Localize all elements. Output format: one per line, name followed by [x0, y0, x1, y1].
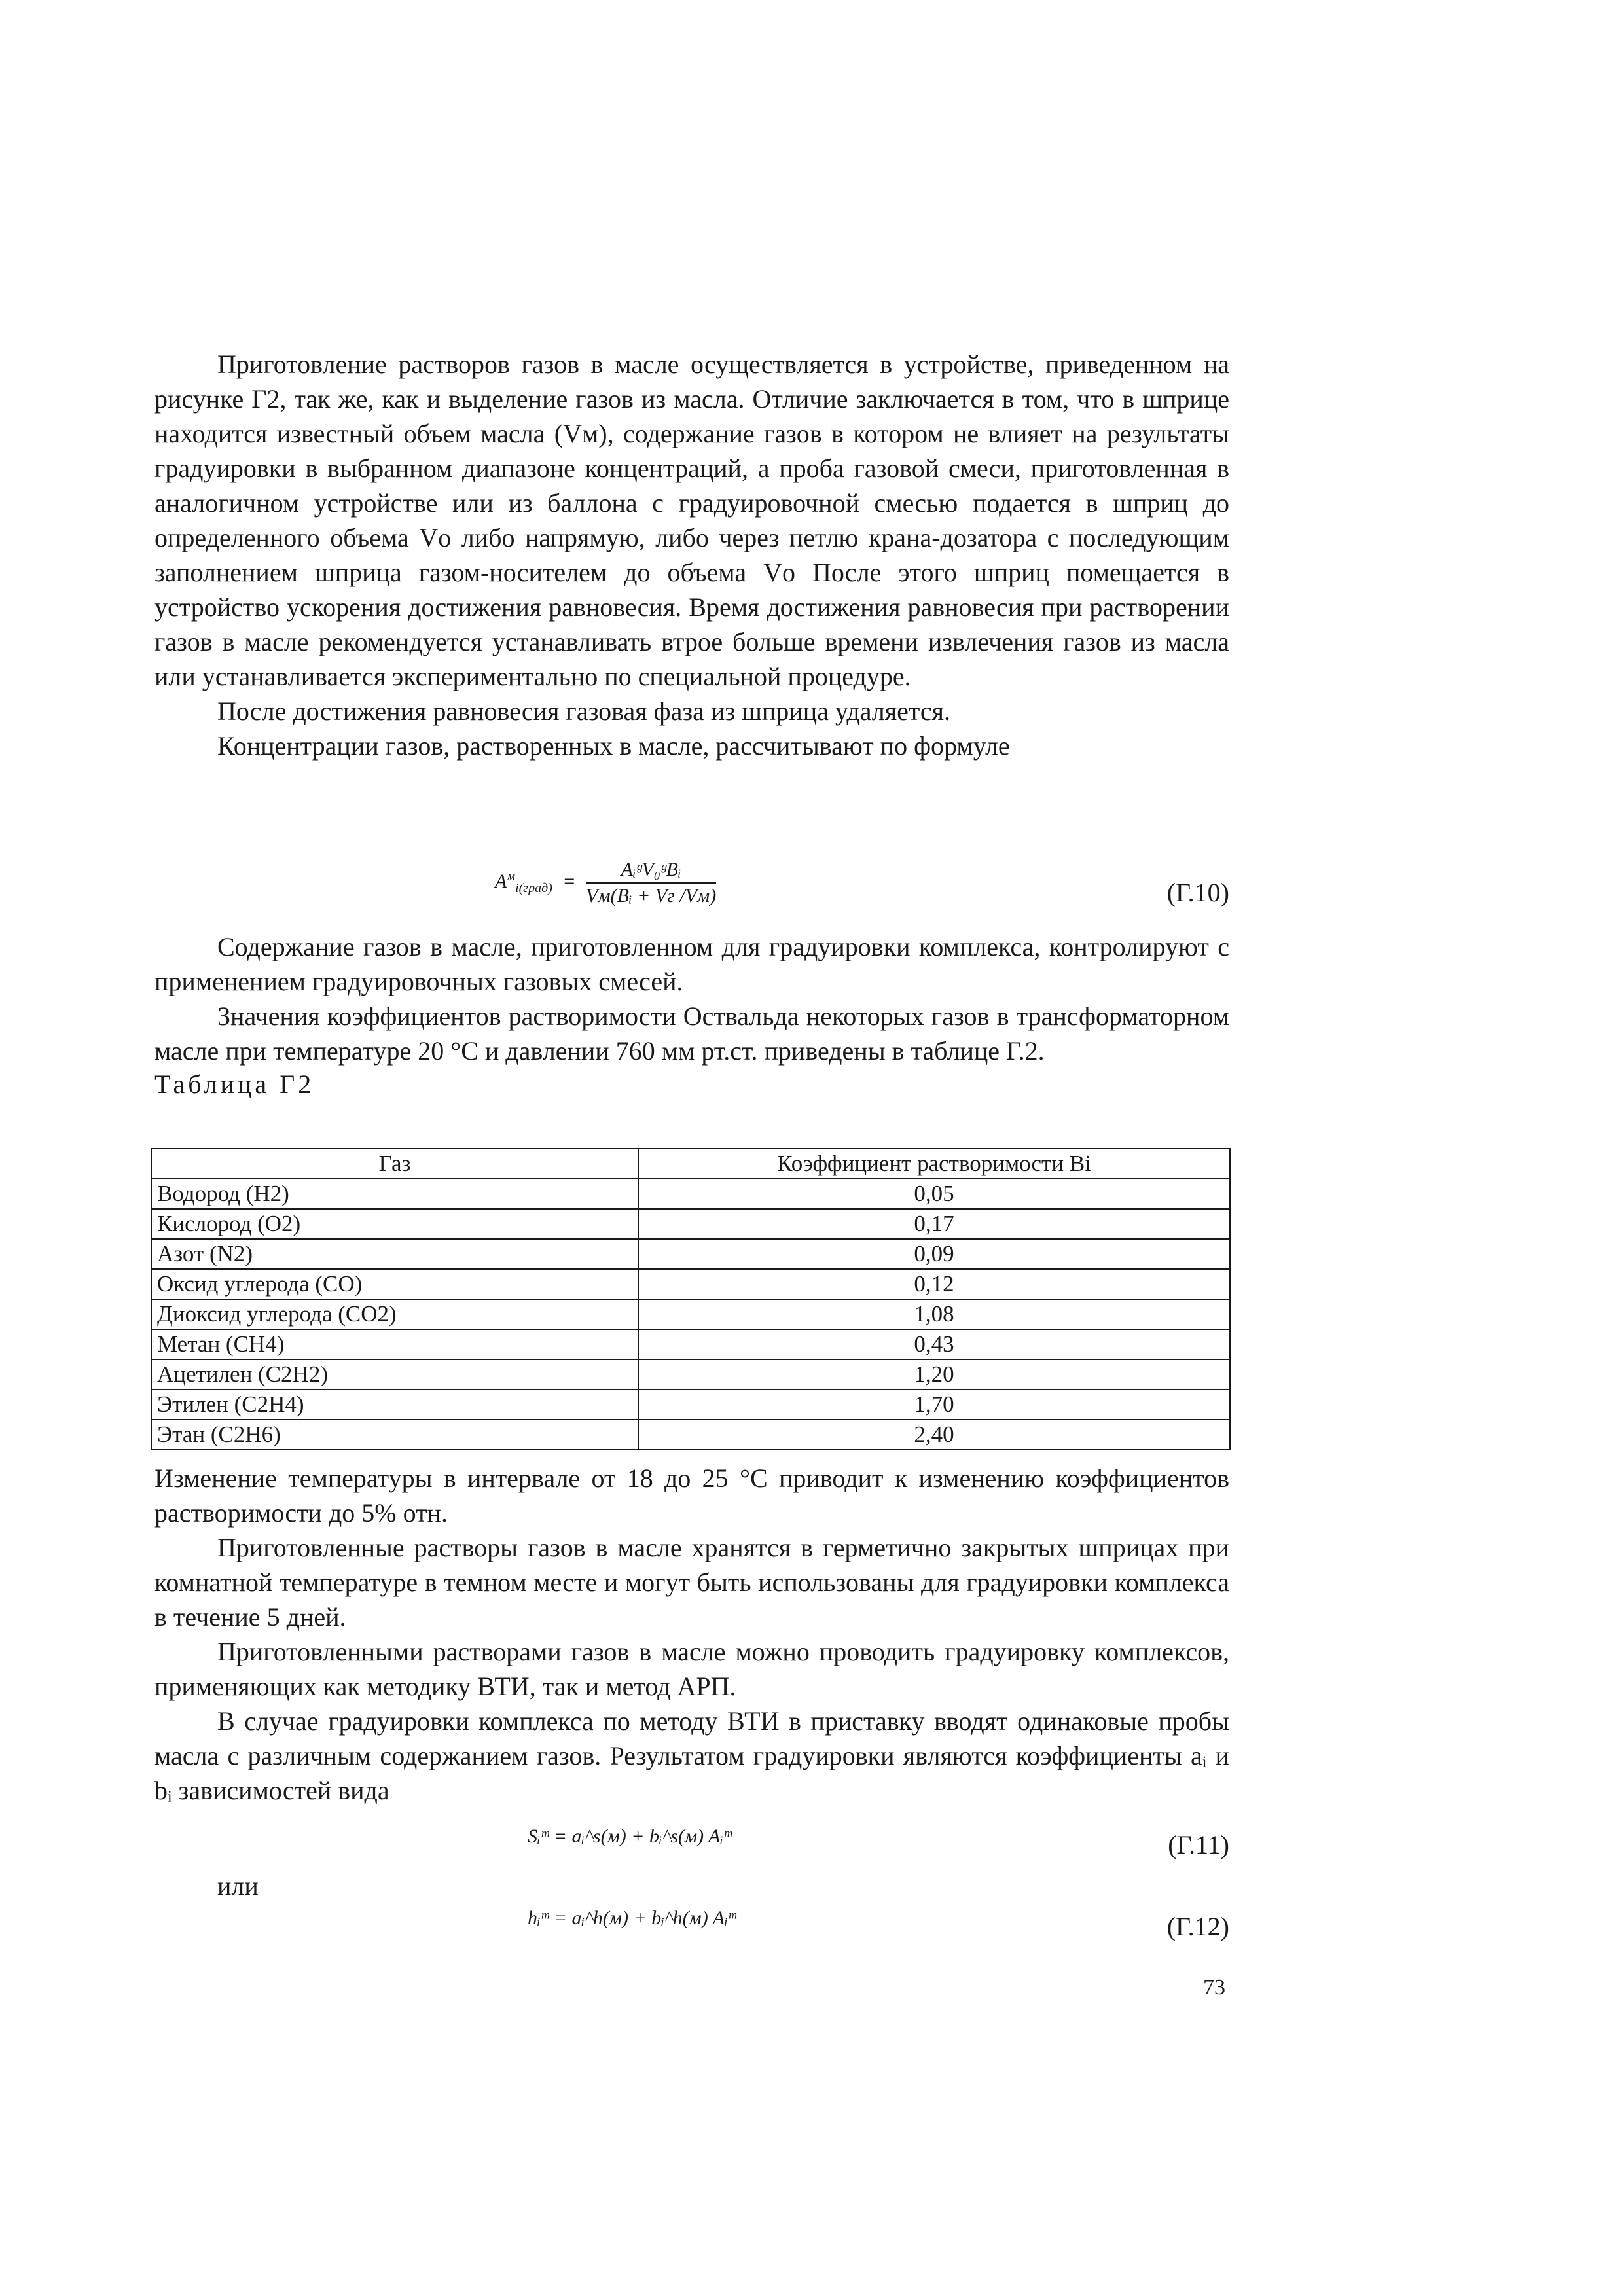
table-row [151, 1299, 1230, 1329]
equation-number-g11: (Г.11) [1168, 1830, 1229, 1859]
paragraph-control: Содержание газов в масле, приготовленном для градуировки комплекса, контролируют с применением градуировочных газовых смесей. [154, 932, 1229, 996]
coefficient-value: 1,70 [638, 1390, 1230, 1420]
paragraph-temperature: Изменение температуры в интервале от 18 до 25 °С приводит к изменению коэффициентов растворимости до 5% отн. [154, 1463, 1229, 1528]
table-caption: Таблица Г2 [154, 1069, 315, 1099]
coefficient-value: 1,08 [638, 1299, 1230, 1329]
coefficient-value: 0,05 [638, 1179, 1230, 1209]
formula-g10-row [154, 857, 1229, 927]
coefficient-value: 0,17 [638, 1209, 1230, 1239]
gas-name: Оксид углерода (CO) [151, 1269, 638, 1299]
formula-g12-row [154, 1905, 1229, 1950]
formula-g12: hᵢᵐ = aᵢ^h(м) + bᵢ^h(м) Aᵢᵐ [528, 1907, 736, 1929]
table-row [151, 1209, 1230, 1239]
gas-name: Ацетилен (C2H2) [151, 1359, 638, 1390]
formula-g10-denominator: Vм(Bᵢ + Vг /Vм) [586, 885, 717, 906]
paragraph-preparation: Приготовление растворов газов в масле осуществляется в устройстве, приведенном на рисунке Г2, так же, как и выделение газов из масла. Отличие заключается в том, что в шприце находится известный объем масла (Vм), содержание газов в котором не влияет на результаты градуировки в выбранном диапазоне концентраций, а проба газовой смеси, приготовленная в аналогичном устройстве или из баллона с градуировочной смесью подается в шприц до определенного объема Vо либо напрямую, либо через петлю крана-дозатора с последующим заполнением шприца газом-носителем до объема Vо После этого шприц помещается в устройство ускорения достижения равновесия. Время достижения равновесия при растворении газов в масле рекомендуется устанавливать втрое больше времени извлечения газов из масла или устанавливается экспериментально по специальной процедуре. [154, 350, 1229, 691]
coefficient-value: 0,12 [638, 1269, 1230, 1299]
paragraph-vti: В случае градуировки комплекса по методу ВТИ в приставку вводят одинаковые пробы масла с различным содержанием газов. Результатом градуировки являются коэффициенты aᵢ и bᵢ зависимостей вида [154, 1706, 1229, 1805]
table-header-row [151, 1149, 1230, 1179]
coefficient-value: 0,43 [638, 1329, 1230, 1359]
table-container [151, 1148, 1231, 1450]
table-row [151, 1269, 1230, 1299]
paragraph-equilibrium: После достижения равновесия газовая фаза из шприца удаляется. [217, 696, 951, 726]
body-text-bottom [154, 1461, 1229, 1808]
table-row [151, 1329, 1230, 1359]
formula-g11-row [154, 1823, 1229, 1869]
paragraph-methods: Приготовленными растворами газов в масле можно проводить градуировку комплексов, применяющих как методику ВТИ, так и метод АРП. [154, 1637, 1229, 1701]
formula-g10-numerator: AᵢᵍV₀ᵍBᵢ [586, 859, 716, 884]
formula-g11: Sᵢᵐ = aᵢ^s(м) + bᵢ^s(м) Aᵢᵐ [528, 1825, 732, 1847]
gas-name: Метан (CH4) [151, 1329, 638, 1359]
table-row [151, 1179, 1230, 1209]
equation-number-g10: (Г.10) [1166, 878, 1229, 907]
gas-name: Диоксид углерода (CO2) [151, 1299, 638, 1329]
table-header-coefficient: Коэффициент растворимости Bi [638, 1149, 1230, 1179]
gas-name: Этилен (C2H4) [151, 1390, 638, 1420]
connector-word: или [217, 1871, 259, 1901]
table-row [151, 1359, 1230, 1390]
formula-g10: $A^м_{i(град)}$ = $\frac{\text{AᵢᵍV₀ᵍBᵢ}}{\text{Vм(Bᵢ + Vг /Vм)}}$ [495, 859, 717, 906]
body-text-top [154, 347, 1229, 763]
table-row [151, 1420, 1230, 1450]
solubility-table [151, 1148, 1231, 1450]
table-header-gas: Газ [151, 1149, 638, 1179]
connector-row [154, 1869, 1229, 1903]
paragraph-storage: Приготовленные растворы газов в масле хранятся в герметично закрытых шприцах при комнатной температуре в темном месте и могут быть использованы для градуировки комплекса в течение 5 дней. [154, 1533, 1229, 1632]
table-row [151, 1390, 1230, 1420]
paragraph-formula-intro: Концентрации газов, растворенных в масле, рассчитывают по формуле [217, 731, 1010, 761]
gas-name: Этан (C2H6) [151, 1420, 638, 1450]
paragraph-ostwald: Значения коэффициентов растворимости Оствальда некоторых газов в трансформаторном масле при температуре 20 °С и давлении 760 мм рт.ст. приведены в таблице Г.2. [154, 1001, 1229, 1066]
gas-name: Азот (N2) [151, 1239, 638, 1269]
coefficient-value: 0,09 [638, 1239, 1230, 1269]
equation-number-g12: (Г.12) [1166, 1912, 1229, 1941]
coefficient-value: 2,40 [638, 1420, 1230, 1450]
gas-name: Кислород (O2) [151, 1209, 638, 1239]
page-number: 73 [1203, 1975, 1225, 2000]
coefficient-value: 1,20 [638, 1359, 1230, 1390]
body-text-mid [154, 929, 1229, 1101]
gas-name: Водород (H2) [151, 1179, 638, 1209]
table-row [151, 1239, 1230, 1269]
